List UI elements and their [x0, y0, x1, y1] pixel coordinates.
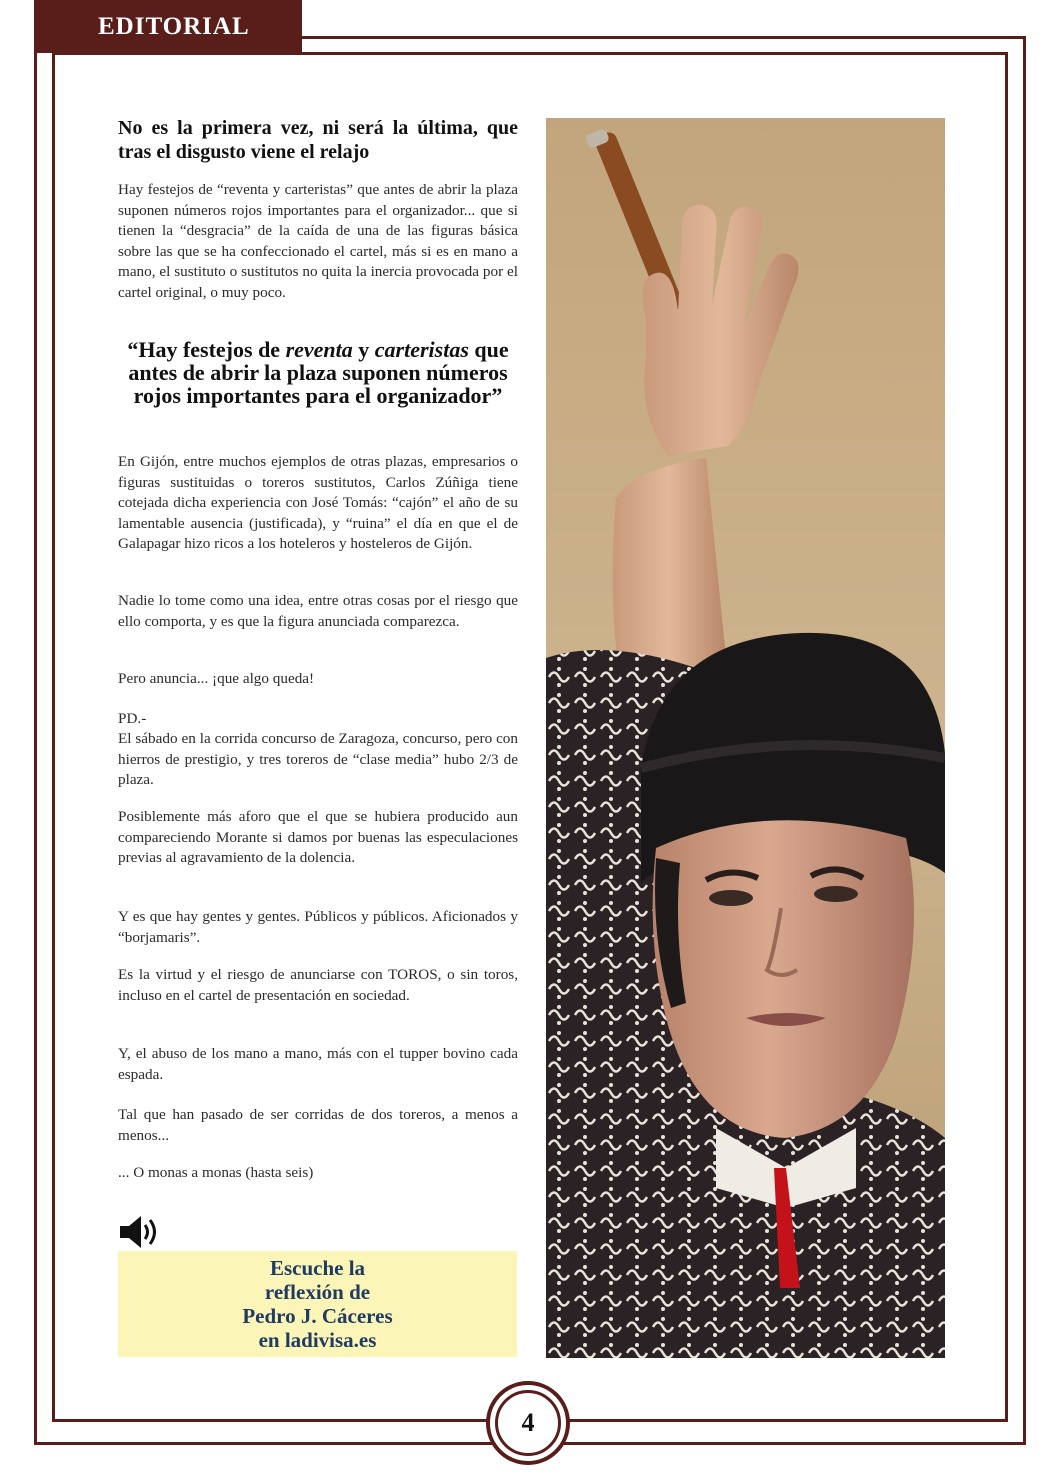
- paragraph-10: Tal que han pasado de ser corridas de dos toreros, a menos a menos...: [118, 1106, 518, 1144]
- listen-callout[interactable]: [118, 1251, 517, 1357]
- pull-quote: [118, 338, 518, 407]
- bullfighter-photo: [546, 118, 945, 1358]
- quote-open: “Hay festejos de: [127, 337, 286, 362]
- quote-emphasis-2: carteristas: [374, 337, 469, 362]
- section-label: EDITORIAL: [98, 12, 250, 40]
- page-number: 4: [495, 1390, 561, 1456]
- listen-line-4: en ladivisa.es: [258, 1328, 377, 1352]
- listen-line-2: reflexión de: [264, 1280, 371, 1304]
- paragraph-8: Es la virtud y el riesgo de anunciarse con TOROS, o sin toros, incluso en el cartel de presentación en sociedad.: [118, 966, 518, 1004]
- listen-line-3: Pedro J. Cáceres: [242, 1304, 393, 1328]
- quote-emphasis-1: reventa: [285, 337, 353, 362]
- section-tab: [34, 0, 302, 53]
- speaker-icon[interactable]: [118, 1213, 160, 1251]
- quote-rest: que antes de abrir la plaza suponen números rojos importantes para el organizador”: [128, 337, 509, 408]
- paragraph-4: Pero anuncia... ¡que algo queda!: [118, 670, 315, 687]
- paragraph-5-heading: PD.-: [118, 710, 147, 727]
- paragraph-6: Posiblemente más aforo que el que se hubiera producido aun compareciendo Morante si damos por buenas las especulaciones previas al agravamiento de la dolencia.: [118, 808, 518, 866]
- article-title: No es la primera vez, ni será la última, que tras el disgusto viene el relajo: [118, 117, 518, 163]
- listen-line-1: Escuche la: [269, 1256, 366, 1280]
- paragraph-1: Hay festejos de “reventa y carteristas” que antes de abrir la plaza suponen números rojos importantes para el organizador... que si tienen la “desgracia” de la caída de una de las figuras básica sobre las que se ha confeccionado el cartel, más si es en mano a mano, el sustituto o sustitutos no quita la inercia provocada por el cartel original, o muy poco.: [118, 181, 518, 301]
- paragraph-3: Nadie lo tome como una idea, entre otras cosas por el riesgo que ello comporta, y es que la figura anunciada comparezca.: [118, 592, 518, 630]
- page-number-badge: [486, 1381, 570, 1465]
- paragraph-11: ... O monas a monas (hasta seis): [118, 1164, 314, 1181]
- quote-mid: y: [352, 337, 375, 362]
- paragraph-7: Y es que hay gentes y gentes. Públicos y públicos. Aficionados y “borjamaris”.: [118, 908, 518, 946]
- paragraph-9: Y, el abuso de los mano a mano, más con el tupper bovino cada espada.: [118, 1045, 518, 1083]
- paragraph-5: El sábado en la corrida concurso de Zaragoza, concurso, pero con hierros de prestigio, y tres toreros de “clase media” hubo 2/3 de plaza.: [118, 730, 518, 788]
- paragraph-2: En Gijón, entre muchos ejemplos de otras plazas, empresarios o figuras sustituidas o toreros sustitutos, Carlos Zúñiga tiene cotejada dicha experiencia con José Tomás: “cajón” el año de su lamentable ausencia (justificada), y “ruina” el día en que el de Galapagar hizo ricos a los hoteleros y hosteleros de Gijón.: [118, 453, 518, 552]
